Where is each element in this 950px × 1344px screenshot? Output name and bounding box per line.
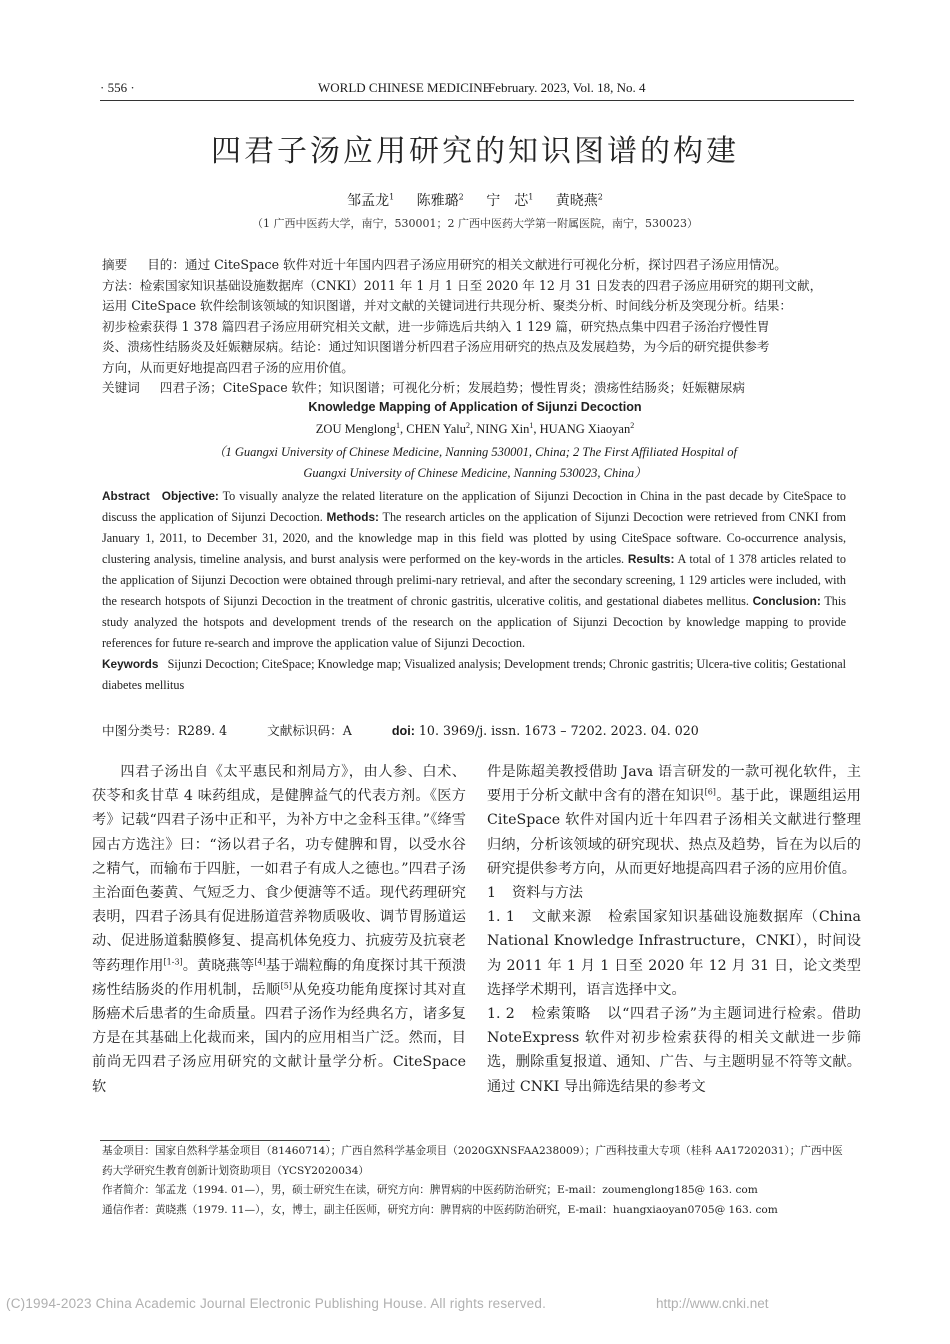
author-list-en: ZOU Menglong$^1$, CHEN Yalu$^2$, NING Xin$^1$, HUANG Xiaoyan$^2$ xyxy=(315,420,635,436)
clc-number: 中图分类号：R289. 4 xyxy=(102,723,228,738)
abstract-label-en: Abstract xyxy=(102,489,150,503)
affiliation-en: （1 Guangxi University of Chinese Medicine, Nanning 530001, China; 2 The First Affiliated Hospital of Guangxi University of Chinese Medicine, Nanning 530023, China） xyxy=(212,445,738,480)
author-intro-note: 作者简介：邹孟龙（1994. 01—），男，硕士研究生在读，研究方向：脾胃病的中医药防治研究；E-mail：zoumenglong185@ 163. com xyxy=(102,1184,758,1196)
section-heading: 1 资料与方法 xyxy=(487,885,583,902)
fund-note: 基金项目：国家自然科学基金项目（81460714）；广西自然科学基金项目（2020GXNSFAA238009）；广西科技重大专项（桂科 AA17202031）；广西中医药大学研究生教育创新计划资助项目（YCSY2020034） xyxy=(102,1145,843,1177)
keywords-label-cn: 关键词 xyxy=(102,380,140,395)
classification-line xyxy=(102,720,848,739)
author-cn: 邹孟龙$^1$ xyxy=(347,192,395,209)
journal-name: WORLD CHINESE MEDICINE xyxy=(318,80,491,95)
copyright-watermark: (C)1994-2023 China Academic Journal Electronic Publishing House. All rights reserved. xyxy=(6,1296,547,1311)
author-cn: 陈雅璐$^2$ xyxy=(416,192,464,209)
doi-label: doi: xyxy=(391,724,415,738)
abstract-cn: 摘要 目的：通过 CiteSpace 软件对近十年国内四君子汤应用研究的相关文献进行可视化分析，探讨四君子汤应用情况。 方法：检索国家知识基础设施数据库（CNKI）2011 年 1 月 1 日至 2020 年 12 月 31 日发表的四君子汤应用研究的期刊文献， 运用 CiteSpace 软件绘制该领域的知识图谱，并对文献的关键词进行共现分析、聚类分析、时间线分析及突现分析。结果： 初步检索获得 1 378 篇四君子汤应用研究相关文献，进一步筛选后共纳入 1 129 篇，研究热点集中四君子汤治疗慢性胃 炎、溃疡性结肠炎及妊娠糖尿病。结论：通过知识图谱分析四君子汤应用研究的热点及发展趋势，为今后的研究提供参考 方向，从而更好地提高四君子汤的应用价值。 xyxy=(102,257,823,375)
subsection-1-1: 1. 1 文献来源 检索国家知识基础设施数据库（China National Knowledge Infrastructure，CNKI），时间设为 2011 年 1 月 1 日至 2020 年 12 月 31 日，论文类型选择学术期刊，语言选择中文。 xyxy=(487,909,861,998)
article-title-en: Knowledge Mapping of Application of Sijunzi Decoction xyxy=(308,400,642,414)
author-cn: 宁 芯$^1$ xyxy=(486,192,534,209)
abstract-label-cn: 摘要 xyxy=(102,257,128,272)
abstract-en: Abstract Objective: To visually analyze the related literature on the application of Sijunzi Decoction in China in the past decade by CiteSpace to discuss the application of Sijunzi Decoction. Methods: The research articles on the application of Sijunzi Decoction were retrieved from CNKI from January 1, 2011, to December 31, 2020, and the knowledge map in this field was plotted by using CiteSpace software. Co-occurrence analysis, clustering analysis, timeline analysis, and burst analysis were performed on the key-words in the articles. Results: A total of 1 378 articles related to the application of Sijunzi Decoction were obtained through prelimi-nary retrieval, and after the secondary screening, 1 129 articles were included, with the research hotspots of Sijunzi Decoction in the treatment of chronic gastritis, ulcerative colitis, and gestational diabetes mellitus. Conclusion: This study analyzed the hotspots and development trends of the research on the application of Sijunzi Decoction by knowledge mapping to provide references for future re-search and improve the application value of Sijunzi Decoction. Keywords Sijunzi Decoction; CiteSpace; Knowledge map; Visualized analysis; Development trends; Chronic gastritis; Ulcera-tive colitis; Gestational diabetes mellitus xyxy=(102,489,847,692)
website-watermark: http://www.cnki.net xyxy=(656,1296,769,1311)
body-column-left: 四君子汤出自《太平惠民和剂局方》，由人参、白术、茯苓和炙甘草 4 味药组成，是健脾益气的代表方剂。《医方考》记载“四君子汤中正和平，为补方中之金科玉律。”《绛雪园古方选注》曰：“汤以君子名，功专健脾和胃，以受水谷之精气，而输布于四脏，一如君子有成人之德也。”四君子汤主治面色萎黄、气短乏力、食少便溏等不适。现代药理研究表明，四君子汤具有促进肠道营养物质吸收、调节胃肠道运动、促进肠道黏膜修复、提高机体免疫力、抗疲劳及抗衰老等药理作用[1-3]。黄晓燕等[4]基于端粒酶的角度探讨其干预溃疡性结肠炎的作用机制，岳顺[5]从免疫功能角度探讨其对直肠癌术后患者的生命质量。四君子汤作为经典名方，诸多复方是在其基础上化裁而来，国内的应用相当广泛。然而，目前尚无四君子汤应用研究的文献计量学分析。CiteSpace 软 xyxy=(92,764,466,1095)
subsection-1-2: 1. 2 检索策略 以“四君子汤”为主题词进行检索。借助 NoteExpress 软件对初步检索获得的相关文献进一步筛选，删除重复报道、通知、广告、与主题明显不符等文献。通过 CNKI 导出筛选结果的参考文 xyxy=(487,1006,861,1095)
author-cn: 黄晓燕$^2$ xyxy=(555,192,603,209)
keywords-label-en: Keywords xyxy=(102,657,159,671)
footnotes xyxy=(102,1142,848,1220)
author-list-cn xyxy=(0,190,950,210)
corresponding-author-note: 通信作者：黄晓燕（1979. 11—），女，博士，副主任医师，研究方向：脾胃病的中医药防治研究，E-mail：huangxiaoyan0705@ 163. com xyxy=(102,1203,778,1216)
doi-value: 10. 3969/j. issn. 1673 – 7202. 2023. 04. 020 xyxy=(418,723,699,738)
header-divider xyxy=(100,100,854,101)
footnote-divider xyxy=(100,1140,330,1141)
keywords-cn: 关键词 四君子汤；CiteSpace 软件；知识图谱；可视化分析；发展趋势；慢性胃炎；溃疡性结肠炎；妊娠糖尿病 xyxy=(102,380,746,395)
affiliation-cn: （1 广西中医药大学，南宁，530001；2 广西中医药大学第一附属医院，南宁，530023） xyxy=(252,217,698,230)
article-title-cn: 四君子汤应用研究的知识图谱的构建 xyxy=(211,134,739,169)
page-number: · 556 · xyxy=(100,80,135,95)
body-column-right: 件是陈超美教授借助 Java 语言研发的一款可视化软件，主要用于分析文献中含有的潜在知识[6]。基于此，课题组运用 CiteSpace 软件对国内近十年四君子汤相关文献进行整理归纳，分析该领域的研究现状、热点及趋势，旨在为以后的研究提供参考方向，从而更好地提高四君子汤的应用价值。 1 资料与方法 1. 1 文献来源 检索国家知识基础设施数据库（China National Knowledge Infrastructure，CNKI），时间设为 2011 年 1 月 1 日至 2020 年 12 月 31 日，论文类型选择学术期刊，语言选择中文。 1. 2 检索策略 以“四君子汤”为主题词进行检索。借助 NoteExpress 软件对初步检索获得的相关文献进一步筛选，删除重复报道、通知、广告、与主题明显不符等文献。通过 CNKI 导出筛选结果的参考文 xyxy=(487,760,861,1099)
journal-issue: February. 2023, Vol. 18, No. 4 xyxy=(488,80,646,95)
document-code: 文献标识码：A xyxy=(267,723,352,738)
